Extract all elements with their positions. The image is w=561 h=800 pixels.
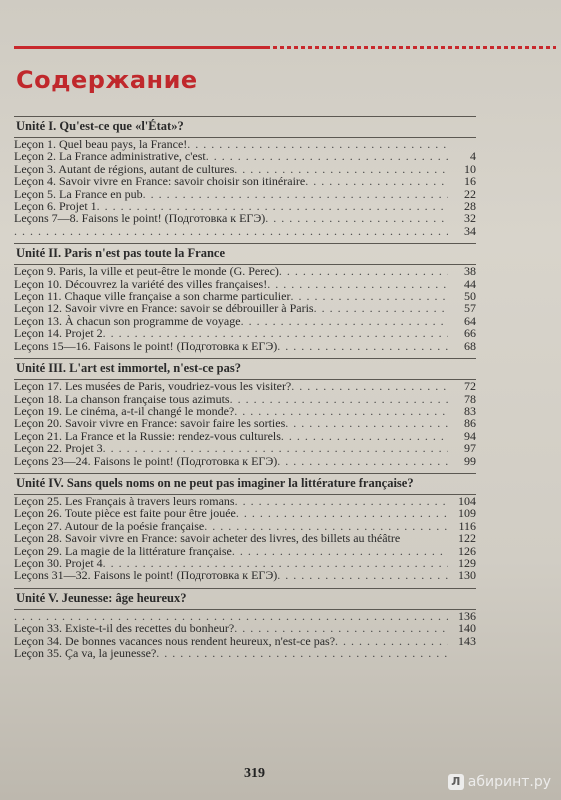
unit-heading: Unité IV. Sans quels noms on ne peut pas imaginer la littérature française? (14, 473, 476, 495)
toc-entry-page: 99 (464, 453, 476, 468)
toc-entry (14, 175, 476, 187)
toc-entry (14, 417, 476, 429)
toc-entry-page: 78 (464, 391, 476, 406)
leader-dots (277, 569, 448, 581)
toc-entry-page: 136 (458, 608, 476, 623)
toc-entry-page: 22 (464, 186, 476, 201)
table-of-contents (14, 116, 476, 659)
toc-entry-label: Leçon 4. Savoir vivre en France: savoir choisir son itinéraire (14, 174, 306, 189)
toc-entry-label: Leçon 25. Les Français à travers leurs romans (14, 493, 235, 508)
toc-entry-page: 109 (458, 506, 476, 521)
leader-dots (103, 442, 448, 454)
toc-entry-page: 57 (464, 301, 476, 316)
toc-entry (14, 507, 476, 519)
toc-entry-page: 129 (458, 555, 476, 570)
toc-entry (14, 265, 476, 277)
toc-entry-page: 143 (458, 633, 476, 648)
toc-entry (14, 532, 476, 544)
unit-heading: Unité III. L'art est immortel, n'est-ce pas? (14, 358, 476, 380)
toc-entry (14, 225, 476, 237)
toc-entry-page: 86 (464, 416, 476, 431)
toc-entry-label: Leçons 23—24. Faisons le point! (Подготовка к ЕГЭ) (14, 453, 278, 468)
toc-entry (14, 212, 476, 224)
leader-dots (156, 647, 448, 659)
toc-entry-label: Leçon 21. La France et la Russie: rendez-vous culturels (14, 428, 281, 443)
toc-entry (14, 150, 476, 162)
toc-entry-page: 38 (464, 264, 476, 279)
toc-entry-page: 68 (464, 338, 476, 353)
toc-entry-label: Leçon 10. Découvrez la variété des villes françaises! (14, 276, 268, 291)
leader-dots (187, 138, 448, 150)
leader-dots (232, 545, 448, 557)
leader-dots (241, 315, 448, 327)
toc-entry-label: Leçons 15—16. Faisons le point! (Подготовка к ЕГЭ) (14, 338, 278, 353)
toc-entry-label: Leçon 18. La chanson française tous azimuts (14, 391, 230, 406)
toc-entry-page: 4 (470, 149, 476, 164)
toc-entry-page: 94 (464, 428, 476, 443)
toc-entry-page: 44 (464, 276, 476, 291)
leader-dots (103, 327, 448, 339)
toc-entry (14, 442, 476, 454)
page-number: 319 (244, 766, 265, 781)
toc-entry (14, 647, 476, 659)
toc-entry-label: Leçons 7—8. Faisons le point! (Подготовка к ЕГЭ) (14, 211, 266, 226)
toc-entry-page: 122 (458, 531, 476, 546)
toc-entry-page: 83 (464, 403, 476, 418)
page-title: Содержание (16, 66, 198, 94)
leader-dots (279, 265, 448, 277)
toc-entry-page: 130 (458, 568, 476, 583)
top-rule-dots (266, 46, 556, 49)
leader-dots (236, 507, 448, 519)
leader-dots (230, 393, 448, 405)
toc-entry-label: Leçon 17. Les musées de Paris, voudriez-vous les visiter? (14, 379, 292, 394)
toc-entry (14, 327, 476, 339)
toc-entry (14, 340, 476, 352)
toc-entry-label: Leçon 6. Projet 1 (14, 199, 97, 214)
toc-entry-label: Leçon 1. Quel beau pays, la France! (14, 137, 188, 151)
toc-entry-label: Leçon 22. Projet 3 (14, 441, 103, 456)
toc-entry-label: Leçon 20. Savoir vivre en France: savoir faire les sorties (14, 416, 286, 431)
toc-entry-label: Leçon 14. Projet 2 (14, 326, 103, 341)
watermark (448, 774, 551, 790)
leader-dots (314, 302, 448, 314)
leader-dots (335, 635, 448, 647)
toc-entry-label: Leçon 11. Chaque ville française a son charme particulier (14, 289, 291, 304)
watermark-text: абиринт.ру (467, 774, 551, 790)
toc-entry-label: Leçon 26. Toute pièce est faite pour être jouée (14, 506, 236, 521)
toc-entry-page: 104 (458, 493, 476, 508)
toc-entry-label: Leçon 9. Paris, la ville et peut-être le monde (G. Perec) (14, 264, 279, 279)
toc-entry-label: Leçon 27. Autour de la poésie française (14, 518, 205, 533)
toc-entry-label: Leçon 2. La France administrative, c'est (14, 149, 206, 164)
toc-entry-page: 72 (464, 379, 476, 394)
toc-entry-page: 16 (464, 174, 476, 189)
toc-entry-label: Leçon 29. La magie de la littérature française (14, 543, 232, 558)
toc-entry-page: 64 (464, 313, 476, 328)
toc-entry-label: Leçon 30. Projet 4 (14, 555, 103, 570)
toc-entry-label: Leçon 33. Existe-t-il des recettes du bonheur? (14, 621, 235, 636)
unit-heading: Unité II. Paris n'est pas toute la France (14, 243, 476, 265)
leader-dots (265, 212, 448, 224)
toc-entry-page: 66 (464, 326, 476, 341)
toc-entry-page: 126 (458, 543, 476, 558)
toc-entry-label: Leçons 31—32. Faisons le point! (Подготовка к ЕГЭ) (14, 568, 278, 583)
toc-entry (14, 302, 476, 314)
unit-heading: Unité V. Jeunesse: âge heureux? (14, 588, 476, 610)
leader-dots (235, 495, 448, 507)
toc-entry-label: Leçon 28. Savoir vivre en France: savoir acheter des livres, des billets au théâtre (14, 531, 401, 546)
leader-dots (277, 340, 448, 352)
toc-entry (14, 569, 476, 581)
toc-entry-page: 32 (464, 211, 476, 226)
toc-entry-label: Leçon 3. Autant de régions, autant de cultures (14, 161, 235, 176)
leader-dots (285, 417, 448, 429)
leader-dots (14, 225, 448, 237)
toc-entry-label: Leçon 13. À chacun son programme de voyage (14, 313, 241, 328)
toc-entry (14, 380, 476, 392)
leader-dots (290, 290, 448, 302)
toc-entry-page: 10 (464, 161, 476, 176)
toc-entry-label: Leçon 12. Savoir vivre en France: savoir se débrouiller à Paris (14, 301, 314, 316)
toc-entry-page: 116 (458, 518, 476, 533)
unit-heading: Unité I. Qu'est-ce que «l'État»? (14, 116, 476, 138)
leader-dots (305, 175, 448, 187)
leader-dots (206, 150, 448, 162)
leader-dots (277, 455, 448, 467)
toc-entry-page: 140 (458, 621, 476, 636)
leader-dots (143, 188, 448, 200)
toc-entry (14, 455, 476, 467)
toc-entry-page: 97 (464, 441, 476, 456)
toc-entry-label: Leçon 5. La France en pub (14, 186, 143, 201)
leader-dots (234, 622, 448, 634)
toc-entry (14, 622, 476, 634)
leader-dots (291, 380, 448, 392)
leader-dots (281, 430, 448, 442)
toc-entry-page: 50 (464, 289, 476, 304)
leader-dots (267, 278, 448, 290)
toc-entry-page: 28 (464, 199, 476, 214)
toc-entry-label: Leçon 35. Ça va, la jeunesse? (14, 646, 157, 660)
toc-entry-page: 34 (464, 223, 476, 238)
labirint-logo-icon: Л (448, 774, 464, 790)
toc-entry-label: Leçon 34. De bonnes vacances nous rendent heureux, n'est-ce pas? (14, 633, 336, 648)
top-rule (14, 46, 266, 49)
toc-entry-label: Leçon 19. Le cinéma, a-t-il changé le monde? (14, 403, 235, 418)
